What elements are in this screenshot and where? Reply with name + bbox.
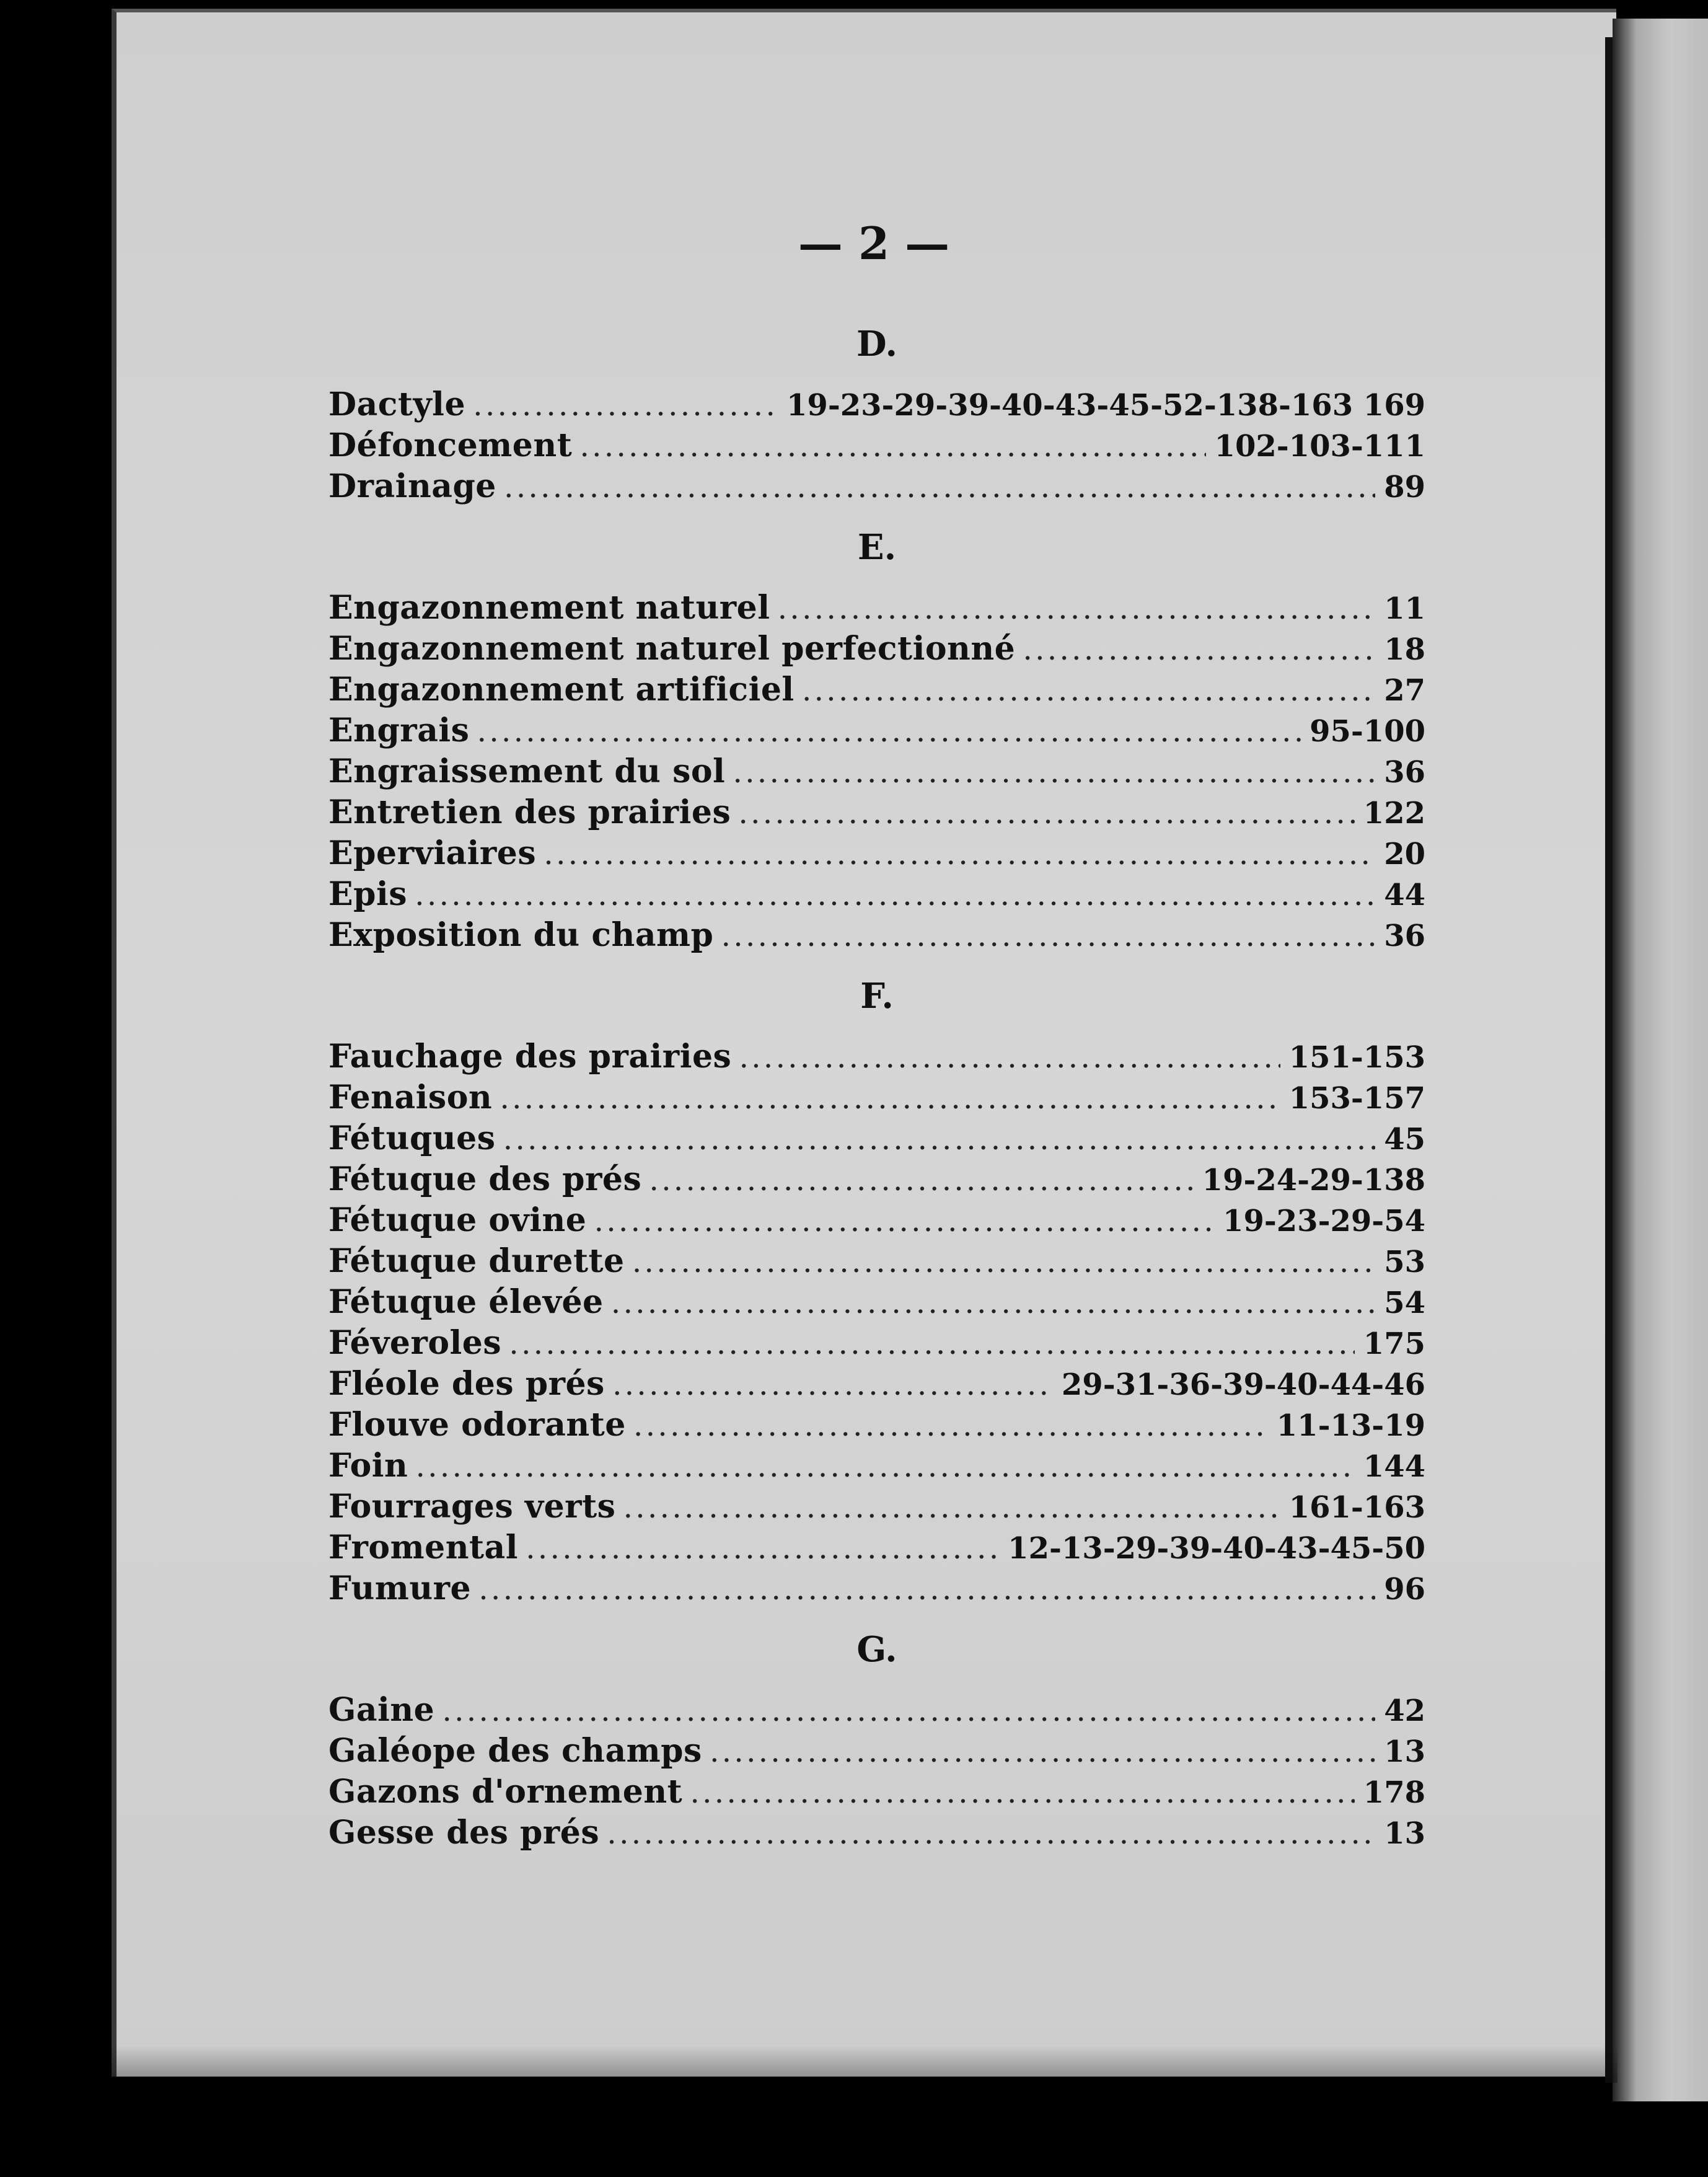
entry-term: Epis xyxy=(328,875,408,913)
section-heading-wrap xyxy=(328,304,1425,384)
entry-term: Engazonnement naturel perfectionné xyxy=(328,630,1016,668)
dot-leader xyxy=(416,874,1375,919)
index-entry xyxy=(328,1690,1425,1731)
entry-term: Galéope des champs xyxy=(328,1732,702,1770)
entry-pages: 45 xyxy=(1384,1122,1425,1157)
index-entry xyxy=(328,1077,1425,1118)
entry-term: Fumure xyxy=(328,1570,472,1607)
index-list xyxy=(328,304,1425,1853)
index-entry xyxy=(328,1282,1425,1323)
dot-leader xyxy=(581,425,1205,470)
dot-leader xyxy=(505,466,1375,511)
dot-leader xyxy=(480,1568,1375,1613)
entry-term: Féveroles xyxy=(328,1324,502,1362)
entry-term: Engrais xyxy=(328,712,470,749)
dot-leader xyxy=(734,751,1375,796)
index-entry xyxy=(328,466,1425,507)
index-entry xyxy=(328,384,1425,425)
index-entry xyxy=(328,425,1425,466)
dot-leader xyxy=(501,1077,1280,1122)
entry-term: Gaine xyxy=(328,1691,435,1729)
index-entry xyxy=(328,833,1425,874)
entry-pages: 11-13-19 xyxy=(1276,1408,1425,1443)
dot-leader xyxy=(691,1772,1355,1816)
index-entry xyxy=(328,1772,1425,1813)
entry-pages: 20 xyxy=(1384,837,1425,872)
index-entry xyxy=(328,1446,1425,1486)
dot-leader xyxy=(608,1813,1375,1857)
index-entry xyxy=(328,1405,1425,1446)
entry-term: Drainage xyxy=(328,467,496,505)
section-heading-wrap xyxy=(328,956,1425,1036)
entry-pages: 144 xyxy=(1363,1449,1425,1484)
entry-term: Foin xyxy=(328,1447,408,1485)
entry-pages: 89 xyxy=(1384,470,1425,505)
dot-leader xyxy=(614,1364,1053,1408)
index-entry xyxy=(328,710,1425,751)
facing-page-edge xyxy=(1613,19,1708,2101)
index-entry xyxy=(328,792,1425,833)
dot-leader xyxy=(504,1118,1376,1163)
index-entry xyxy=(328,1527,1425,1568)
entry-term: Exposition du champ xyxy=(328,916,714,954)
index-entry xyxy=(328,1241,1425,1282)
dot-leader xyxy=(803,669,1376,714)
entry-pages: 44 xyxy=(1384,878,1425,912)
dot-leader xyxy=(650,1159,1193,1204)
dot-leader xyxy=(624,1486,1280,1531)
entry-term: Fromental xyxy=(328,1529,518,1566)
dot-leader xyxy=(474,384,778,429)
index-entry xyxy=(328,629,1425,669)
entry-term: Fléole des prés xyxy=(328,1365,605,1403)
entry-term: Défoncement xyxy=(328,426,573,464)
entry-pages: 153-157 xyxy=(1288,1081,1425,1116)
entry-term: Engraissement du sol xyxy=(328,753,726,790)
entry-term: Gesse des prés xyxy=(328,1814,600,1852)
entry-pages: 161-163 xyxy=(1288,1490,1425,1525)
index-entry xyxy=(328,669,1425,710)
entry-term: Engazonnement naturel xyxy=(328,589,770,627)
entry-pages: 12-13-29-39-40-43-45-50 xyxy=(1008,1531,1425,1566)
dot-leader xyxy=(740,1036,1280,1081)
dot-leader xyxy=(612,1282,1376,1327)
index-entry xyxy=(328,751,1425,792)
page-number: — 2 — xyxy=(798,217,950,270)
entry-term: Entretien des prairies xyxy=(328,793,731,831)
entry-pages: 96 xyxy=(1384,1572,1425,1607)
entry-pages: 18 xyxy=(1384,632,1425,667)
dot-leader xyxy=(711,1731,1375,1775)
dot-leader xyxy=(739,792,1355,837)
entry-pages: 102-103-111 xyxy=(1214,429,1425,464)
index-entry xyxy=(328,915,1425,956)
entry-term: Gazons d'ornement xyxy=(328,1773,683,1811)
book-spine xyxy=(1605,37,1613,2083)
entry-term: Engazonnement artificiel xyxy=(328,671,795,709)
entry-pages: 151-153 xyxy=(1288,1040,1425,1075)
entry-pages: 19-23-29-54 xyxy=(1223,1204,1425,1239)
entry-pages: 19-24-29-138 xyxy=(1202,1163,1425,1198)
index-entry xyxy=(328,874,1425,915)
entry-term: Fétuque durette xyxy=(328,1242,625,1280)
section-letter: G. xyxy=(856,1629,897,1670)
dot-leader xyxy=(478,710,1301,755)
section-letter: E. xyxy=(857,527,897,568)
entry-term: Flouve odorante xyxy=(328,1406,626,1444)
entry-pages: 54 xyxy=(1384,1286,1425,1320)
entry-term: Dactyle xyxy=(328,386,466,423)
index-entry xyxy=(328,1813,1425,1853)
section-heading-wrap xyxy=(328,1609,1425,1690)
entry-term: Fourrages verts xyxy=(328,1488,616,1526)
section-heading-wrap xyxy=(328,507,1425,588)
dot-leader xyxy=(779,588,1376,632)
entry-term: Eperviaires xyxy=(328,834,537,872)
index-entry xyxy=(328,1568,1425,1609)
entry-pages: 19-23-29-39-40-43-45-52-138-163 169 xyxy=(786,388,1425,423)
index-entry xyxy=(328,1159,1425,1200)
entry-pages: 29-31-36-39-40-44-46 xyxy=(1061,1367,1425,1402)
entry-term: Fauchage des prairies xyxy=(328,1038,732,1075)
index-entry xyxy=(328,1118,1425,1159)
dot-leader xyxy=(722,915,1375,960)
dot-leader xyxy=(527,1527,999,1572)
dot-leader xyxy=(1024,629,1375,673)
entry-pages: 122 xyxy=(1363,796,1425,831)
entry-pages: 178 xyxy=(1363,1775,1425,1810)
index-entry xyxy=(328,1364,1425,1405)
entry-pages: 36 xyxy=(1384,755,1425,790)
entry-pages: 42 xyxy=(1384,1693,1425,1728)
page-shadow xyxy=(112,2046,1618,2083)
index-entry xyxy=(328,1036,1425,1077)
entry-term: Fétuques xyxy=(328,1119,496,1157)
entry-pages: 53 xyxy=(1384,1245,1425,1279)
entry-pages: 36 xyxy=(1384,919,1425,953)
section-letter: F. xyxy=(860,976,894,1017)
entry-pages: 95-100 xyxy=(1310,714,1425,749)
dot-leader xyxy=(443,1690,1375,1734)
dot-leader xyxy=(545,833,1375,878)
dot-leader xyxy=(633,1241,1376,1286)
entry-pages: 11 xyxy=(1384,591,1425,626)
entry-pages: 27 xyxy=(1384,673,1425,708)
dot-leader xyxy=(635,1405,1268,1449)
entry-term: Fenaison xyxy=(328,1079,493,1116)
dot-leader xyxy=(416,1446,1354,1490)
index-entry xyxy=(328,588,1425,629)
entry-term: Fétuque des prés xyxy=(328,1160,642,1198)
section-letter: D. xyxy=(856,324,898,364)
entry-term: Fétuque élevée xyxy=(328,1283,604,1321)
index-entry xyxy=(328,1731,1425,1772)
index-entry xyxy=(328,1200,1425,1241)
dot-leader xyxy=(595,1200,1214,1245)
dot-leader xyxy=(510,1323,1355,1367)
entry-pages: 13 xyxy=(1384,1816,1425,1851)
entry-term: Fétuque ovine xyxy=(328,1201,587,1239)
index-entry xyxy=(328,1323,1425,1364)
entry-pages: 13 xyxy=(1384,1734,1425,1769)
entry-pages: 175 xyxy=(1363,1327,1425,1361)
index-entry xyxy=(328,1486,1425,1527)
